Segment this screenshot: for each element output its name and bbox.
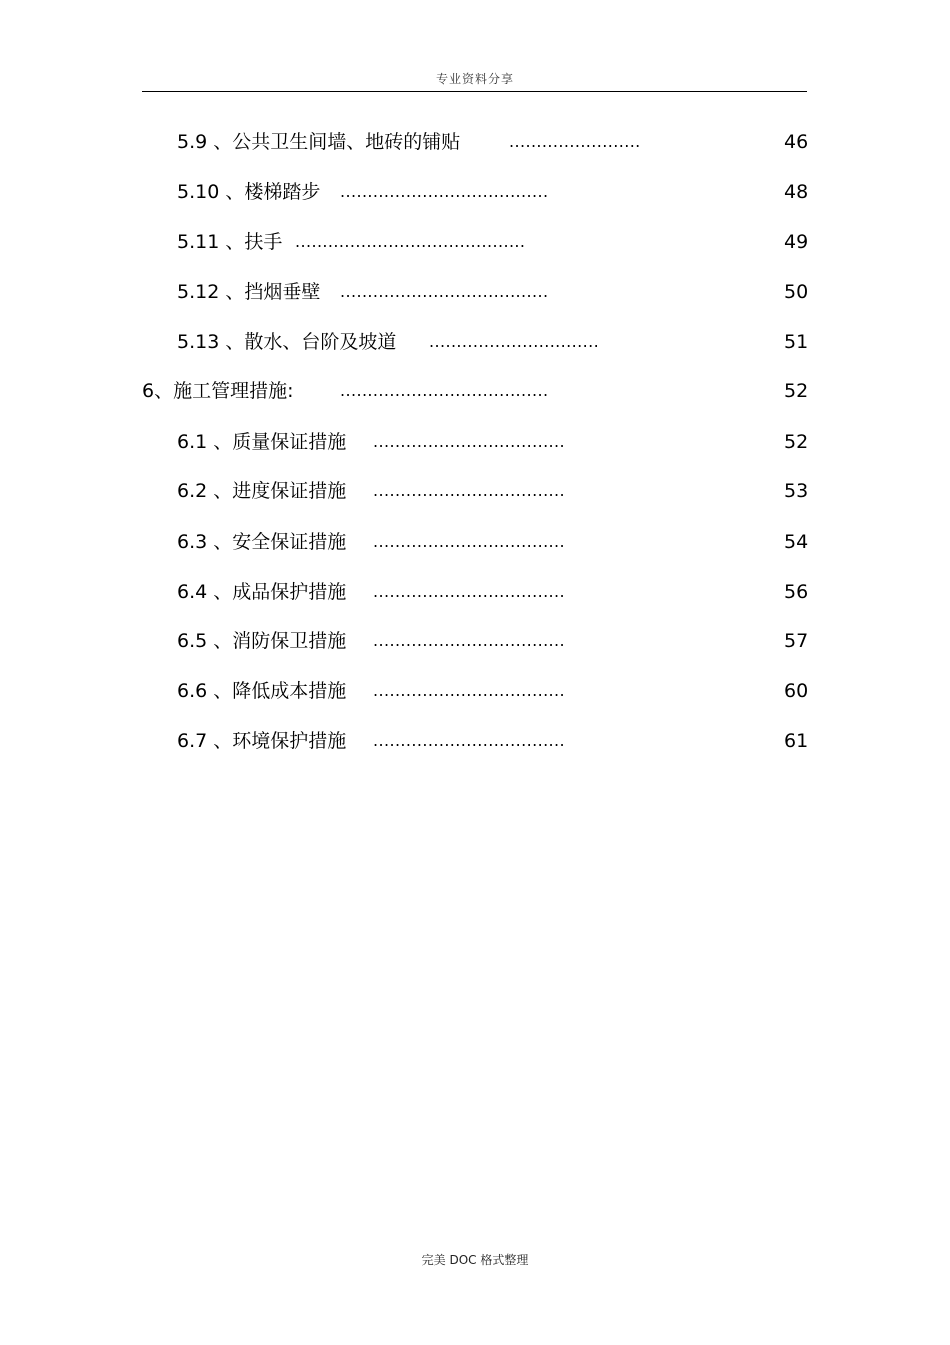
- toc-entry-page: 60: [784, 680, 809, 702]
- toc-entry-page: 52: [784, 431, 809, 453]
- toc-entry[interactable]: [177, 627, 808, 655]
- toc-entry-leader: ...............................: [429, 332, 600, 351]
- toc-entry-leader: ...................................: [373, 481, 566, 500]
- toc-entry-label: 6.1 、质量保证措施: [177, 431, 347, 453]
- toc-entry-page: 48: [784, 181, 809, 203]
- toc-entry-label: 6.7 、环境保护措施: [177, 730, 347, 752]
- toc-entry-page: 61: [784, 730, 809, 752]
- toc-entry-label: 5.11 、扶手: [177, 231, 283, 253]
- toc-entry[interactable]: [177, 727, 808, 755]
- toc-entry-page: 57: [784, 630, 809, 652]
- toc-entry[interactable]: [177, 178, 808, 206]
- toc-entry[interactable]: [177, 328, 808, 356]
- toc-entry-leader: ......................................: [340, 182, 549, 201]
- toc-entry[interactable]: [177, 278, 808, 306]
- toc-entry-page: 52: [784, 380, 809, 402]
- toc-entry-leader: ...................................: [373, 432, 566, 451]
- toc-entry[interactable]: [177, 677, 808, 705]
- toc-entry[interactable]: [177, 528, 808, 556]
- toc-entry-label: 6、施工管理措施:: [142, 380, 294, 402]
- toc-entry[interactable]: [177, 228, 808, 256]
- toc-entry-page: 53: [784, 480, 809, 502]
- toc-entry-leader: ......................................: [340, 282, 549, 301]
- toc-entry-page: 56: [784, 581, 809, 603]
- toc-entry-label: 5.13 、散水、台阶及坡道: [177, 331, 397, 353]
- toc-entry-leader: ........................: [509, 132, 641, 151]
- toc-entry[interactable]: [177, 578, 808, 606]
- toc-entry-page: 50: [784, 281, 809, 303]
- toc-entry-label: 6.3 、安全保证措施: [177, 531, 347, 553]
- toc-entry-page: 51: [784, 331, 809, 353]
- toc-entry-page: 49: [784, 231, 809, 253]
- toc-entry-leader: ...................................: [373, 731, 566, 750]
- page-header: 专业资料分享: [435, 72, 514, 86]
- toc-entry-label: 6.5 、消防保卫措施: [177, 630, 347, 652]
- toc-entry[interactable]: [177, 428, 808, 456]
- toc-entry[interactable]: [177, 128, 808, 156]
- toc-entry-leader: ...................................: [373, 681, 566, 700]
- toc-entry-page: 54: [784, 531, 809, 553]
- toc-entry-label: 5.12 、挡烟垂壁: [177, 281, 321, 303]
- toc-entry-label: 6.2 、进度保证措施: [177, 480, 347, 502]
- toc-entry-leader: ...................................: [373, 532, 566, 551]
- toc-entry-leader: ...................................: [373, 582, 566, 601]
- toc-entry[interactable]: [177, 477, 808, 505]
- toc-entry-leader: ...................................: [373, 631, 566, 650]
- toc-entry-label: 5.10 、楼梯踏步: [177, 181, 321, 203]
- toc-entry-page: 46: [784, 131, 809, 153]
- toc-entry[interactable]: [142, 377, 808, 405]
- page-footer: 完美 DOC 格式整理: [421, 1253, 529, 1267]
- toc-entry-label: 6.4 、成品保护措施: [177, 581, 347, 603]
- toc-entry-label: 6.6 、降低成本措施: [177, 680, 347, 702]
- toc-entry-leader: ......................................: [340, 381, 549, 400]
- toc-entry-label: 5.9 、公共卫生间墙、地砖的铺贴: [177, 131, 461, 153]
- toc-entry-leader: ..........................................: [295, 232, 526, 251]
